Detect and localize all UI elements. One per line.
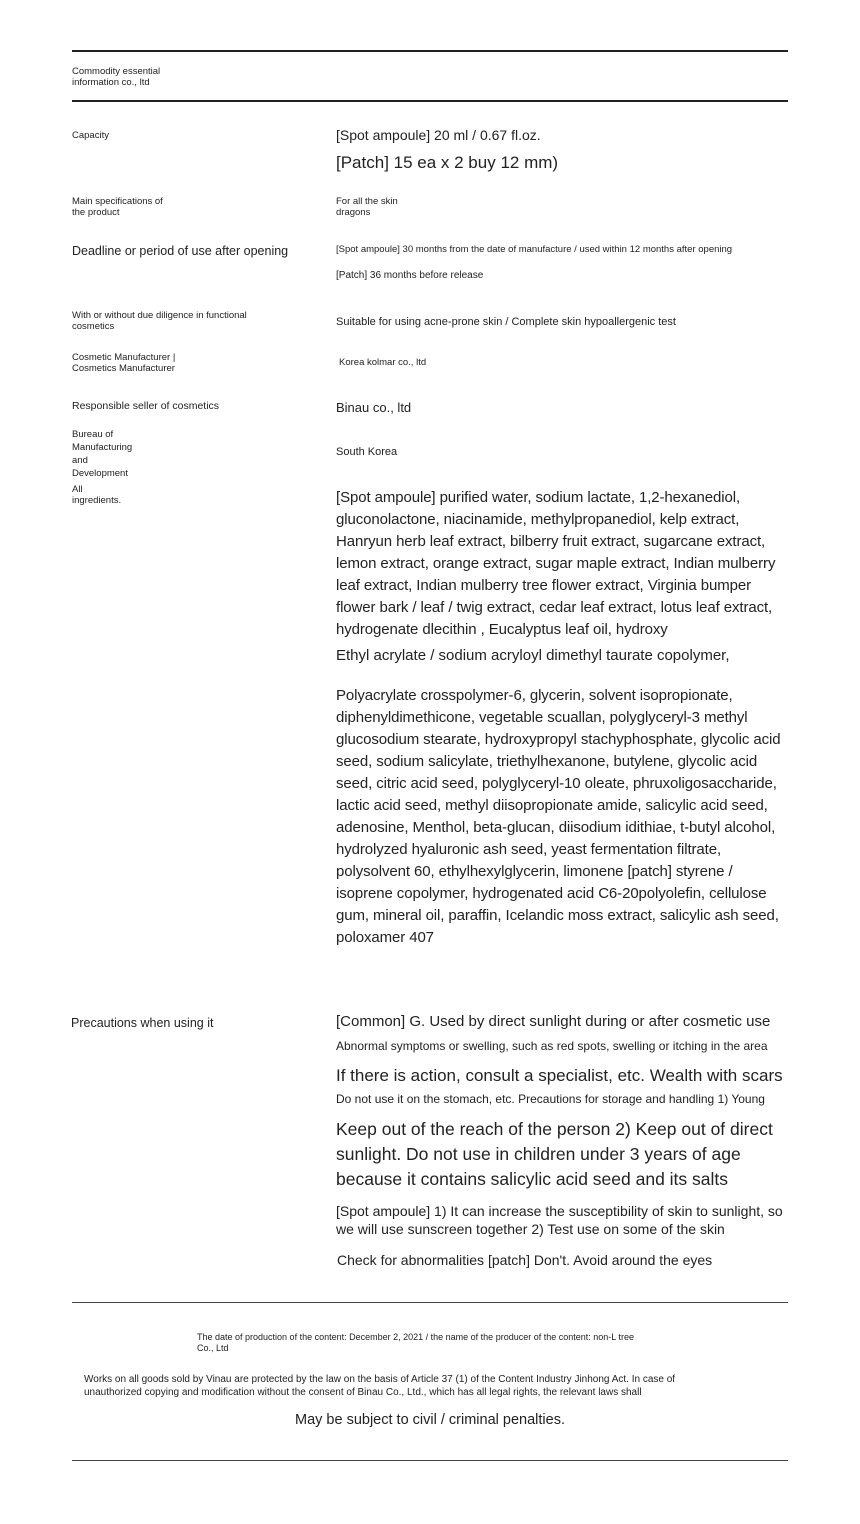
precautions-label: Precautions when using it [71,1016,214,1030]
deadline-label: Deadline or period of use after opening [72,244,289,258]
capacity-line2: [Patch] 15 ea x 2 buy 12 mm) [336,153,559,172]
main-spec-label: Main specifications of the product [72,196,163,218]
precautions-line4: Do not use it on the stomach, etc. Precautions for storage and handling 1) Young [336,1092,765,1106]
header-top-rule [72,50,788,52]
header-bottom-rule [72,100,788,102]
precautions-line3: If there is action, consult a specialist, etc. Wealth with scars [336,1066,783,1085]
functional-value: Suitable for using acne-prone skin / Complete skin hypoallergenic test [336,316,676,328]
precautions-para5: Keep out of the reach of the person 2) Keep out of direct sunlight. Do not use in children under 3 years of age because it contains salicylic acid seed and its salts [336,1119,773,1189]
precautions-para6: [Spot ampoule] 1) It can increase the susceptibility of skin to sunlight, so we will use sunscreen together 2) Test use on some of the skin [336,1203,783,1237]
header-title: Commodity essential information co., ltd [72,66,161,88]
manufacturer-label: Cosmetic Manufacturer | Cosmetics Manufacturer [72,352,176,374]
footer-top-rule [72,1302,788,1303]
manufacturer-value: Korea kolmar co., ltd [339,357,427,368]
bureau-label: Bureau of Manufacturing and Development [72,429,133,479]
precautions-line7: Check for abnormalities [patch] Don't. Avoid around the eyes [337,1252,713,1268]
footer-bottom-rule [72,1460,788,1461]
capacity-label: Capacity [72,130,109,141]
ingredients-para2: Ethyl acrylate / sodium acryloyl dimethyl taurate copolymer, [336,647,730,664]
ingredients-label: All ingredients. [72,484,122,506]
seller-value: Binau co., ltd [336,400,412,415]
ingredients-para1: [Spot ampoule] purified water, sodium lactate, 1,2-hexanediol, gluconolactone, niacinamide, methylpropanediol, kelp extract, Hanryun herb leaf extract, bilberry fruit extract, sugarcane extract, lemon extract, orange extract, sugar maple extract, Indian mulberry leaf extract, Indian mulberry tree flower extract, Virginia bumper flower bark / leaf / twig extract, cedar leaf extract, lotus leaf extract, hydrogenate dlecithin , Eucalyptus leaf oil, hydroxy [336,489,776,638]
seller-label: Responsible seller of cosmetics [72,400,220,412]
precautions-line2: Abnormal symptoms or swelling, such as red spots, swelling or itching in the area [336,1039,768,1053]
capacity-line1: [Spot ampoule] 20 ml / 0.67 fl.oz. [336,127,541,143]
bureau-value: South Korea [336,446,398,458]
main-spec-value: For all the skin dragons [336,196,398,218]
precautions-line1: [Common] G. Used by direct sunlight during or after cosmetic use [336,1013,771,1030]
ingredients-para3: Polyacrylate crosspolymer-6, glycerin, solvent isopropionate, diphenyldimethicone, vegetable scuallan, polyglyceryl-3 methyl glucosodium stearate, hydroxypropyl stachyphosphate, glycolic acid seed, sodium salicylate, triethylhexanone, butylene, glycolic acid seed, citric acid seed, polyglyceryl-10 oleate, phruxoligosaccharide, lactic acid seed, methyl diisopropionate amide, salicylic acid seed, adenosine, Menthol, beta-glucan, diisodium idithiae, t-butyl alcohol, hydrolyzed hyaluronic ash seed, yeast fermentation filtrate, polysolvent 60, ethylhexylglycerin, limonene [patch] styrene / isoprene copolymer, hydrogenated acid C6-20polyolefin, cellulose gum, mineral oil, paraffin, Icelandic moss extract, salicylic ash seed, poloxamer 407 [336,687,781,946]
footer-production: The date of production of the content: December 2, 2021 / the name of the producer of the content: non-L tree Co., Ltd [197,1332,634,1353]
deadline-line2: [Patch] 36 months before release [336,270,484,281]
functional-label: With or without due diligence in functional cosmetics [72,310,247,332]
footer-copyright: Works on all goods sold by Vinau are protected by the law on the basis of Article 37 (1) of the Content Industry Jinhong Act. In case of unauthorized copying and modification without the consent of Binau Co., Ltd., which has all legal rights, the relevant laws shall [84,1374,676,1398]
footer-penalty: May be subject to civil / criminal penalties. [295,1412,565,1428]
deadline-line1: [Spot ampoule] 30 months from the date of manufacture / used within 12 months after opening [336,244,733,255]
